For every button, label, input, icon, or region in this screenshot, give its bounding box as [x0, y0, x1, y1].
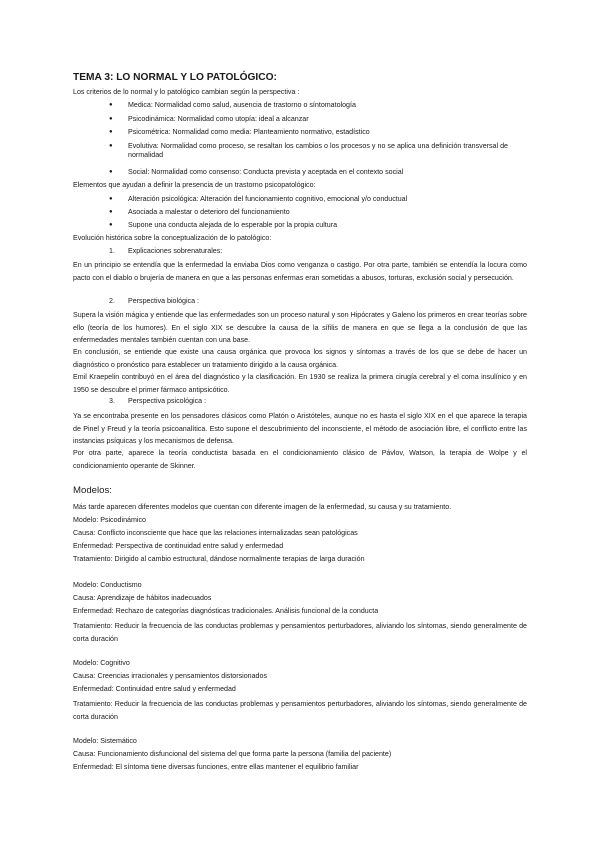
section-title: Perspectiva psicológica : [128, 397, 207, 405]
list-item [109, 128, 528, 137]
bullet-icon: ● [109, 129, 113, 135]
model-causa: Causa: Aprendizaje de hábitos inadecuados [73, 594, 212, 602]
list-item [109, 221, 528, 230]
paragraph: Supera la visión mágica y entiende que las enfermedades son un proceso natural y son Hipócrates y Galeno los primeros en crear teorías sobre ello (teoría de los humores). En el siglo XIX se descubre la causa de la sífilis de manera en que se llega a la conclusión de que las enfermedades mentales también cuentan con una base. [73, 311, 527, 344]
paragraph: En un principio se entendía que la enfermedad la enviaba Dios como venganza o castigo. Por otra parte, también se entendía la locura como pacto con el diablo o brujería de manera en que a las personas enfermas eran sometidas a abusos, torturas, exclusión social y persecución. [73, 261, 527, 282]
list-item-text: Medica: Normalidad como salud, ausencia de trastorno o síntomatología [128, 101, 356, 109]
model-enfermedad: Enfermedad: El síntoma tiene diversas funciones, entre ellas mantener el equilibrio familiar [73, 763, 359, 771]
model-name: Modelo: Sistemático [73, 737, 137, 745]
section-heading [109, 297, 563, 306]
bullet-icon: ● [109, 169, 113, 175]
model-tratamiento: Tratamiento: Dirigido al cambio estructural, dándose normalmente terapias de larga duración [73, 555, 365, 563]
bullet-icon: ● [109, 196, 113, 202]
model-causa: Causa: Conflicto inconsciente que hace que las relaciones internalizadas sean patológicas [73, 529, 358, 537]
list-item [109, 208, 528, 217]
evolucion-heading: Evolución histórica sobre la conceptualización de lo patológico: [73, 234, 272, 242]
list-item-text: Psicométrica: Normalidad como media: Planteamiento normativo, estadístico [128, 128, 370, 136]
model-enfermedad: Enfermedad: Continuidad entre salud y enfermedad [73, 685, 236, 693]
section-number: 1. [109, 247, 115, 255]
list-item-text: Psicodinámica: Normalidad como utopía: ideal a alcanzar [128, 115, 309, 123]
paragraph: Ya se encontraba presente en los pensadores clásicos como Platón o Aristóteles, aunque no es hasta el siglo XIX en el que aparece la terapia de Pinel y Freud y la teoría psicoanalítica. Esto supone el descubrimiento del inconsciente, el método de asociación libre, el conflicto entre las instancias psíquicas y los mecanismos de defensa. [73, 412, 527, 445]
section-heading [109, 247, 563, 256]
page-title: TEMA 3: LO NORMAL Y LO PATOLÓGICO: [73, 72, 277, 83]
model-tratamiento: Tratamiento: Reducir la frecuencia de las conductas problemas y pensamientos perturbadores, aliviando los síntomas, siendo generalmente de corta duración [73, 700, 527, 721]
elementos-heading: Elementos que ayudan a definir la presencia de un trastorno psicopatológico: [73, 181, 316, 189]
section-title: Perspectiva biológica : [128, 297, 199, 305]
list-item [109, 195, 528, 204]
list-item-text: Alteración psicológica: Alteración del funcionamiento cognitivo, emocional y/o conductual [128, 195, 408, 203]
section-heading [109, 397, 563, 406]
paragraph: En conclusión, se entiende que existe una causa orgánica que provoca los signos y síntomas a través de los que se debe de hacer un diagnóstico o pronóstico para establecer un tratamiento dirigido a la causa orgánica. [73, 348, 527, 369]
bullet-icon: ● [109, 143, 113, 149]
model-enfermedad: Enfermedad: Rechazo de categorías diagnósticas tradicionales. Análisis funcional de la conducta [73, 607, 379, 615]
model-name: Modelo: Conductismo [73, 581, 142, 589]
model-causa: Causa: Creencias irracionales y pensamientos distorsionados [73, 672, 267, 680]
model-name: Modelo: Cognitivo [73, 659, 130, 667]
list-item-text: Evolutiva: Normalidad como proceso, se resaltan los cambios o los procesos y no se aplica una definición transversal de normalidad [128, 142, 508, 159]
paragraph: Por otra parte, aparece la teoría conductista basada en el condicionamiento clásico de Pávlov, Watson, la terapia de Wolpe y el condicionamiento operante de Skinner. [73, 449, 527, 470]
bullet-icon: ● [109, 222, 113, 228]
model-tratamiento: Tratamiento: Reducir la frecuencia de las conductas problemas y pensamientos perturbadores, aliviando los síntomas, siendo generalmente de corta duración [73, 622, 527, 643]
bullet-icon: ● [109, 116, 113, 122]
intro-text: Los criterios de lo normal y lo patológico cambian según la perspectiva : [73, 88, 300, 96]
section-number: 3. [109, 397, 115, 405]
list-item-text: Supone una conducta alejada de lo esperable por la propia cultura [128, 221, 338, 229]
list-item [109, 101, 528, 110]
list-item [109, 168, 528, 177]
list-item-text: Social: Normalidad como consenso: Conducta prevista y aceptada en el contexto social [128, 168, 404, 176]
section-title: Modelos: [73, 485, 112, 496]
paragraph: Emil Kraepelin contribuyó en el área del diagnóstico y la clasificación. En 1930 se realiza la primera cirugía cerebral y el coma insulínico y en 1950 se descubre el primer fármaco antipsicótico. [73, 373, 527, 394]
model-enfermedad: Enfermedad: Perspectiva de continuidad entre salud y enfermedad [73, 542, 284, 550]
bullet-icon: ● [109, 102, 113, 108]
list-item-text: Asociada a malestar o deterioro del funcionamiento [128, 208, 290, 216]
section-number: 2. [109, 297, 115, 305]
model-name: Modelo: Psicodinámico [73, 516, 146, 524]
paragraph: Más tarde aparecen diferentes modelos que cuentan con diferente imagen de la enfermedad, su causa y su tratamiento. [73, 503, 452, 511]
section-title: Explicaciones sobrenaturales: [128, 247, 223, 255]
list-item [109, 115, 528, 124]
model-causa: Causa: Funcionamiento disfuncional del sistema del que forma parte la persona (familia del paciente) [73, 750, 392, 758]
bullet-icon: ● [109, 209, 113, 215]
list-item [109, 142, 508, 160]
